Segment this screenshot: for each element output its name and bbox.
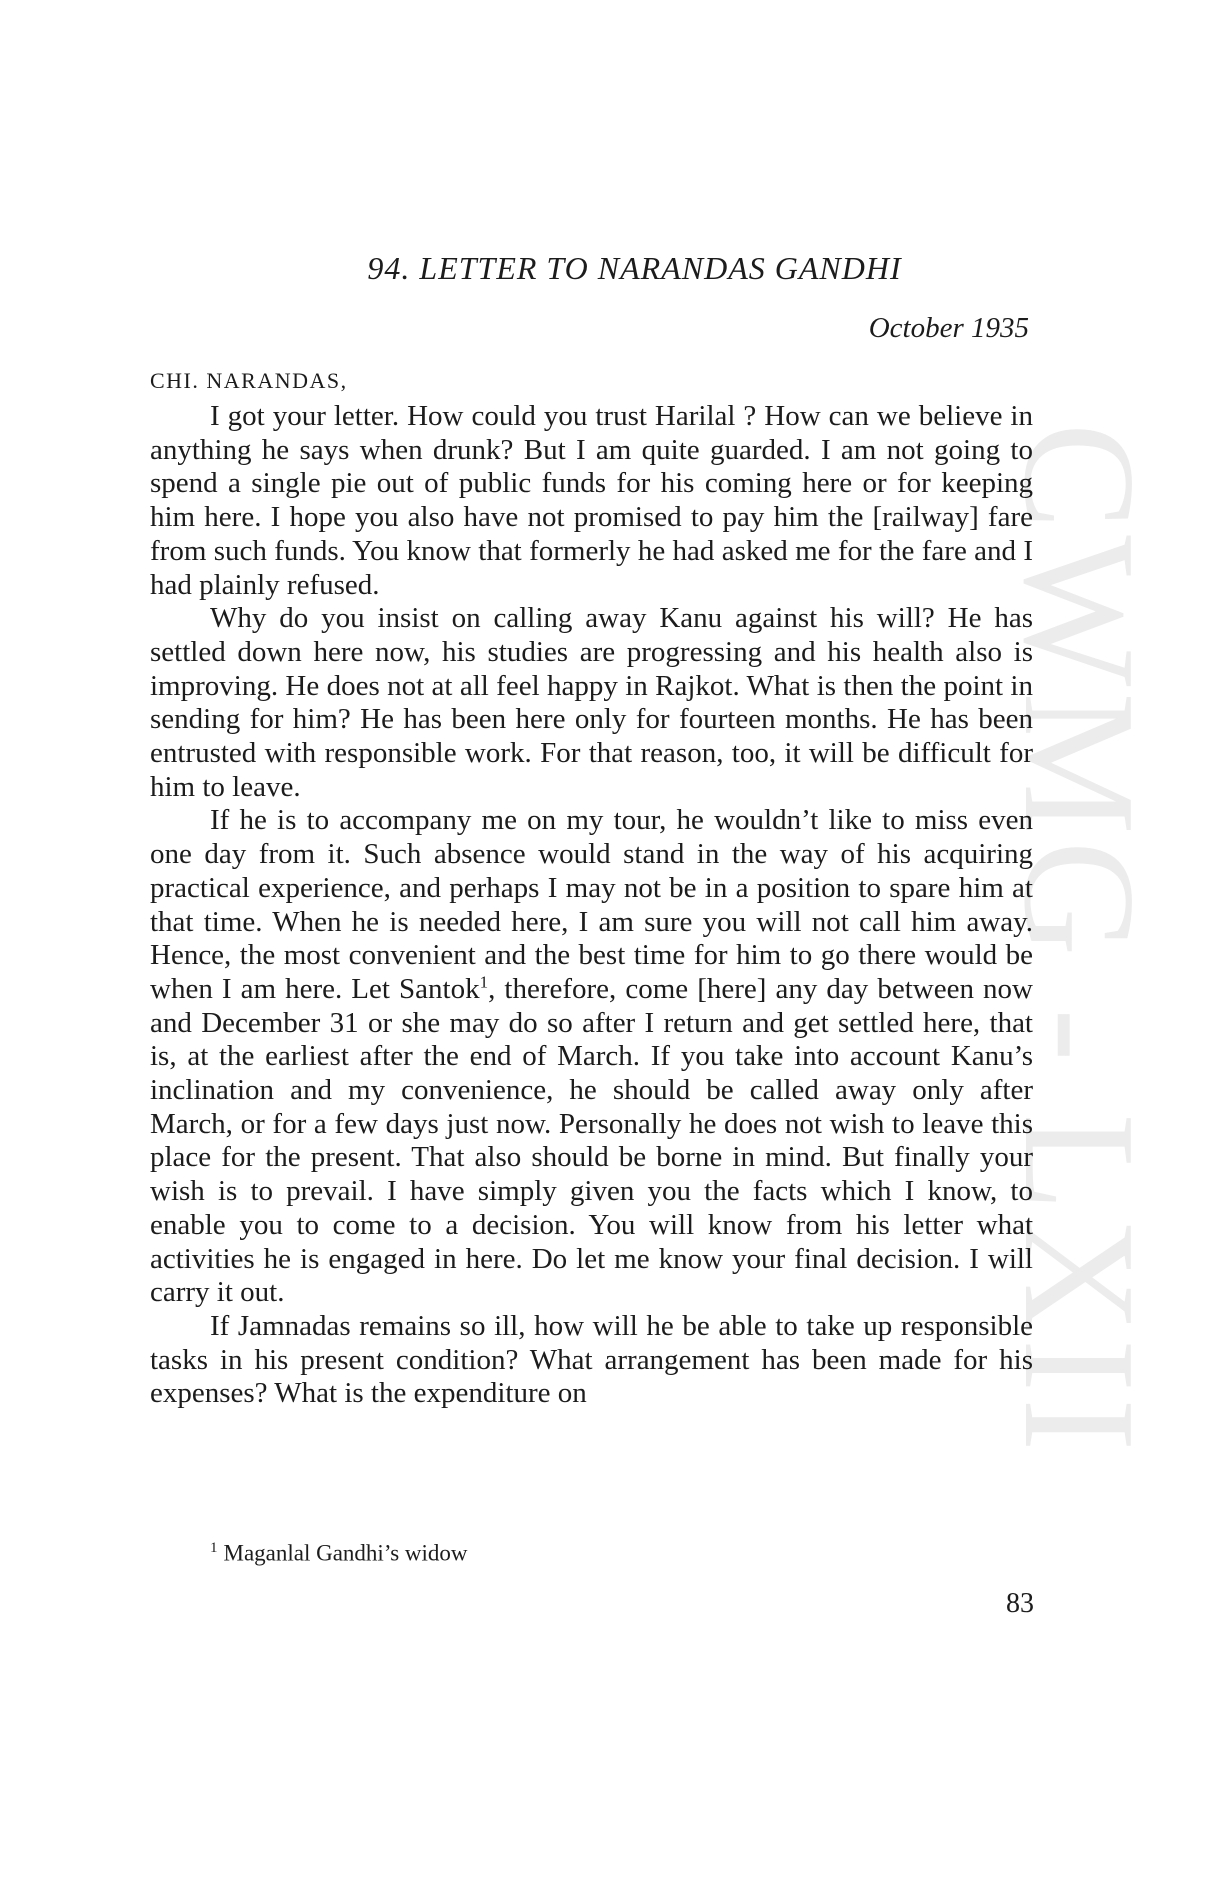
paragraph-3-part-1: If he is to accompany me on my tour, he wouldn’t like to miss even one day from it. Such absence would stand in the way of his acquiring practical experience, and perhaps I may not be in a position to spare him at that time. When he is needed here, I am sure you will not call him away. Hence, the most convenient and the best time for him to go there would be when I am here. Let Santok bbox=[150, 804, 1033, 1005]
footnote bbox=[210, 1540, 468, 1567]
paragraph-2: Why do you insist on calling away Kanu against his will? He has settled down here now, his studies are progressing and his health also is improving. He does not at all feel happy in Rajkot. What is then the point in sending for him? He has been here only for fourteen months. He has been entrusted with responsible work. For that reason, too, it will be difficult for him to leave. bbox=[150, 602, 1033, 803]
paragraph-3-part-2: , therefore, come [here] any day between now and December 31 or she may do so after I return and get settled here, that is, at the earliest after the end of March. If you take into account Kanu’s inclination and my convenience, he should be called away only after March, or for a few days just now. Personally he does not wish to leave this place for the present. That also should be borne in mind. But finally your wish is to prevail. I have simply given you the facts which I know, to enable you to come to a decision. You will know from his letter what activities he is engaged in here. Do let me know your final decision. I will carry it out. bbox=[150, 972, 1033, 1309]
letter-date: October 1935 bbox=[868, 312, 1029, 344]
footnote-marker: 1 bbox=[210, 1540, 218, 1556]
paragraph-3 bbox=[150, 804, 1033, 1310]
footnote-text: Maganlal Gandhi’s widow bbox=[223, 1540, 468, 1566]
letter-title: 94. LETTER TO NARANDAS GANDHI bbox=[367, 250, 902, 286]
page-number: 83 bbox=[1006, 1588, 1034, 1619]
footnote-reference: 1 bbox=[479, 972, 489, 992]
watermark-text: CWMG - LXII bbox=[991, 422, 1169, 1458]
letter-body bbox=[150, 400, 1033, 1411]
salutation: CHI. NARANDAS, bbox=[150, 368, 348, 393]
paragraph-4: If Jamnadas remains so ill, how will he be able to take up responsible tasks in his present condition? What arrangement has been made for his expenses? What is the expenditure on bbox=[150, 1309, 1033, 1410]
paragraph-1: I got your letter. How could you trust Harilal ? How can we believe in anything he says when drunk? But I am quite guarded. I am not going to spend a single pie out of public funds for his coming here or for keeping him here. I hope you also have not promised to pay him the [railway] fare from such funds. You know that formerly he had asked me for the fare and I had plainly refused. bbox=[150, 400, 1033, 601]
